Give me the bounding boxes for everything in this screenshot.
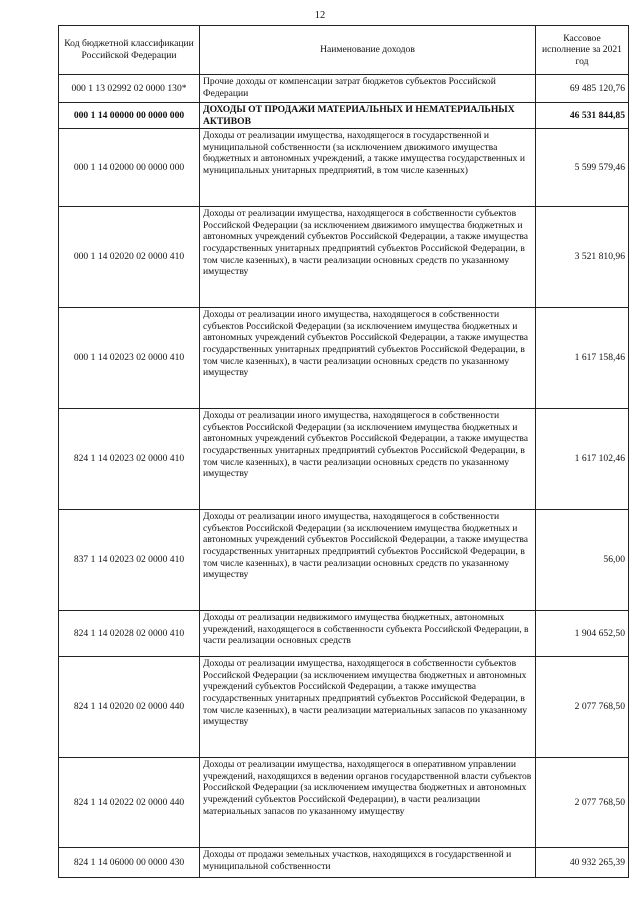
- header-code: Код бюджетной классификации Российской Федерации: [59, 26, 200, 75]
- table-row: [59, 848, 629, 878]
- cell-name: Доходы от реализации иного имущества, находящегося в собственности субъектов Российской Федерации (за исключением имущества бюджетных и автономных учреждений субъектов Российской Федерации, а также имущества государственных унитарных предприятий субъектов Российской Федерации, в том числе казенных), в части реализации основных средств по указанному имуществу: [200, 510, 536, 611]
- cell-amount: 2 077 768,50: [536, 657, 629, 758]
- cell-amount: 1 617 102,46: [536, 409, 629, 510]
- cell-code: 000 1 14 02023 02 0000 410: [59, 308, 200, 409]
- cell-code: 824 1 14 02020 02 0000 440: [59, 657, 200, 758]
- cell-amount: 46 531 844,85: [536, 103, 629, 129]
- table-row: [59, 308, 629, 409]
- table-header-row: [59, 26, 629, 75]
- table-row: [59, 129, 629, 207]
- table-row: [59, 510, 629, 611]
- revenue-table: [58, 25, 629, 878]
- cell-name: Доходы от реализации имущества, находящегося в собственности субъектов Российской Федерации (за исключением движимого имущества бюджетных и автономных учреждений субъектов Российской Федерации, а также имущества государственных унитарных предприятий субъектов Российской Федерации, в том числе казенных), в части реализации основных средств по указанному имуществу: [200, 207, 536, 308]
- cell-code: 000 1 13 02992 02 0000 130*: [59, 75, 200, 103]
- cell-code: 837 1 14 02023 02 0000 410: [59, 510, 200, 611]
- cell-name: Прочие доходы от компенсации затрат бюджетов субъектов Российской Федерации: [200, 75, 536, 103]
- cell-code: 000 1 14 00000 00 0000 000: [59, 103, 200, 129]
- cell-amount: 3 521 810,96: [536, 207, 629, 308]
- table-row: [59, 75, 629, 103]
- cell-name: Доходы от реализации имущества, находящегося в государственной и муниципальной собственности (за исключением движимого имущества бюджетных и автономных учреждений, а также имущества государственных и муниципальных унитарных предприятий, в том числе казенных): [200, 129, 536, 207]
- table-row: [59, 758, 629, 848]
- cell-code: 824 1 14 02023 02 0000 410: [59, 409, 200, 510]
- cell-name: Доходы от реализации имущества, находящегося в собственности субъектов Российской Федерации (за исключением имущества бюджетных и автономных учреждений субъектов Российской Федерации, а также имущества государственных унитарных предприятий субъектов Российской Федерации, в том числе казенных), в части реализации материальных запасов по указанному имуществу: [200, 657, 536, 758]
- cell-name: Доходы от продажи земельных участков, находящихся в государственной и муниципальной собственности: [200, 848, 536, 878]
- cell-code: 000 1 14 02020 02 0000 410: [59, 207, 200, 308]
- cell-amount: 2 077 768,50: [536, 758, 629, 848]
- cell-name: Доходы от реализации иного имущества, находящегося в собственности субъектов Российской Федерации (за исключением имущества бюджетных и автономных учреждений субъектов Российской Федерации, а также имущества государственных унитарных предприятий субъектов Российской Федерации, в том числе казенных), в части реализации основных средств по указанному имуществу: [200, 409, 536, 510]
- table-row: [59, 657, 629, 758]
- page-number: 12: [314, 10, 326, 21]
- cell-code: 824 1 14 06000 00 0000 430: [59, 848, 200, 878]
- cell-amount: 40 932 265,39: [536, 848, 629, 878]
- cell-name: Доходы от реализации имущества, находящегося в оперативном управлении учреждений, находящихся в ведении органов государственной власти субъектов Российской Федерации (за исключением имущества бюджетных и автономных учреждений субъектов Российской Федерации), в части реализации материальных запасов по указанному имуществу: [200, 758, 536, 848]
- cell-amount: 1 617 158,46: [536, 308, 629, 409]
- cell-amount: 56,00: [536, 510, 629, 611]
- cell-name: ДОХОДЫ ОТ ПРОДАЖИ МАТЕРИАЛЬНЫХ И НЕМАТЕРИАЛЬНЫХ АКТИВОВ: [200, 103, 536, 129]
- cell-name: Доходы от реализации иного имущества, находящегося в собственности субъектов Российской Федерации (за исключением имущества бюджетных и автономных учреждений субъектов Российской Федерации, а также имущества государственных унитарных предприятий субъектов Российской Федерации, в том числе казенных), в части реализации основных средств по указанному имуществу: [200, 308, 536, 409]
- header-amount: Кассовое исполнение за 2021 год: [536, 26, 629, 75]
- cell-amount: 1 904 652,50: [536, 611, 629, 657]
- cell-code: 000 1 14 02000 00 0000 000: [59, 129, 200, 207]
- cell-name: Доходы от реализации недвижимого имущества бюджетных, автономных учреждений, находящегося в собственности субъекта Российской Федерации, в части реализации основных средств: [200, 611, 536, 657]
- header-name: Наименование доходов: [200, 26, 536, 75]
- table-row: [59, 611, 629, 657]
- cell-amount: 5 599 579,46: [536, 129, 629, 207]
- table-row: [59, 207, 629, 308]
- table-row: [59, 409, 629, 510]
- cell-amount: 69 485 120,76: [536, 75, 629, 103]
- table-row: [59, 103, 629, 129]
- cell-code: 824 1 14 02028 02 0000 410: [59, 611, 200, 657]
- cell-code: 824 1 14 02022 02 0000 440: [59, 758, 200, 848]
